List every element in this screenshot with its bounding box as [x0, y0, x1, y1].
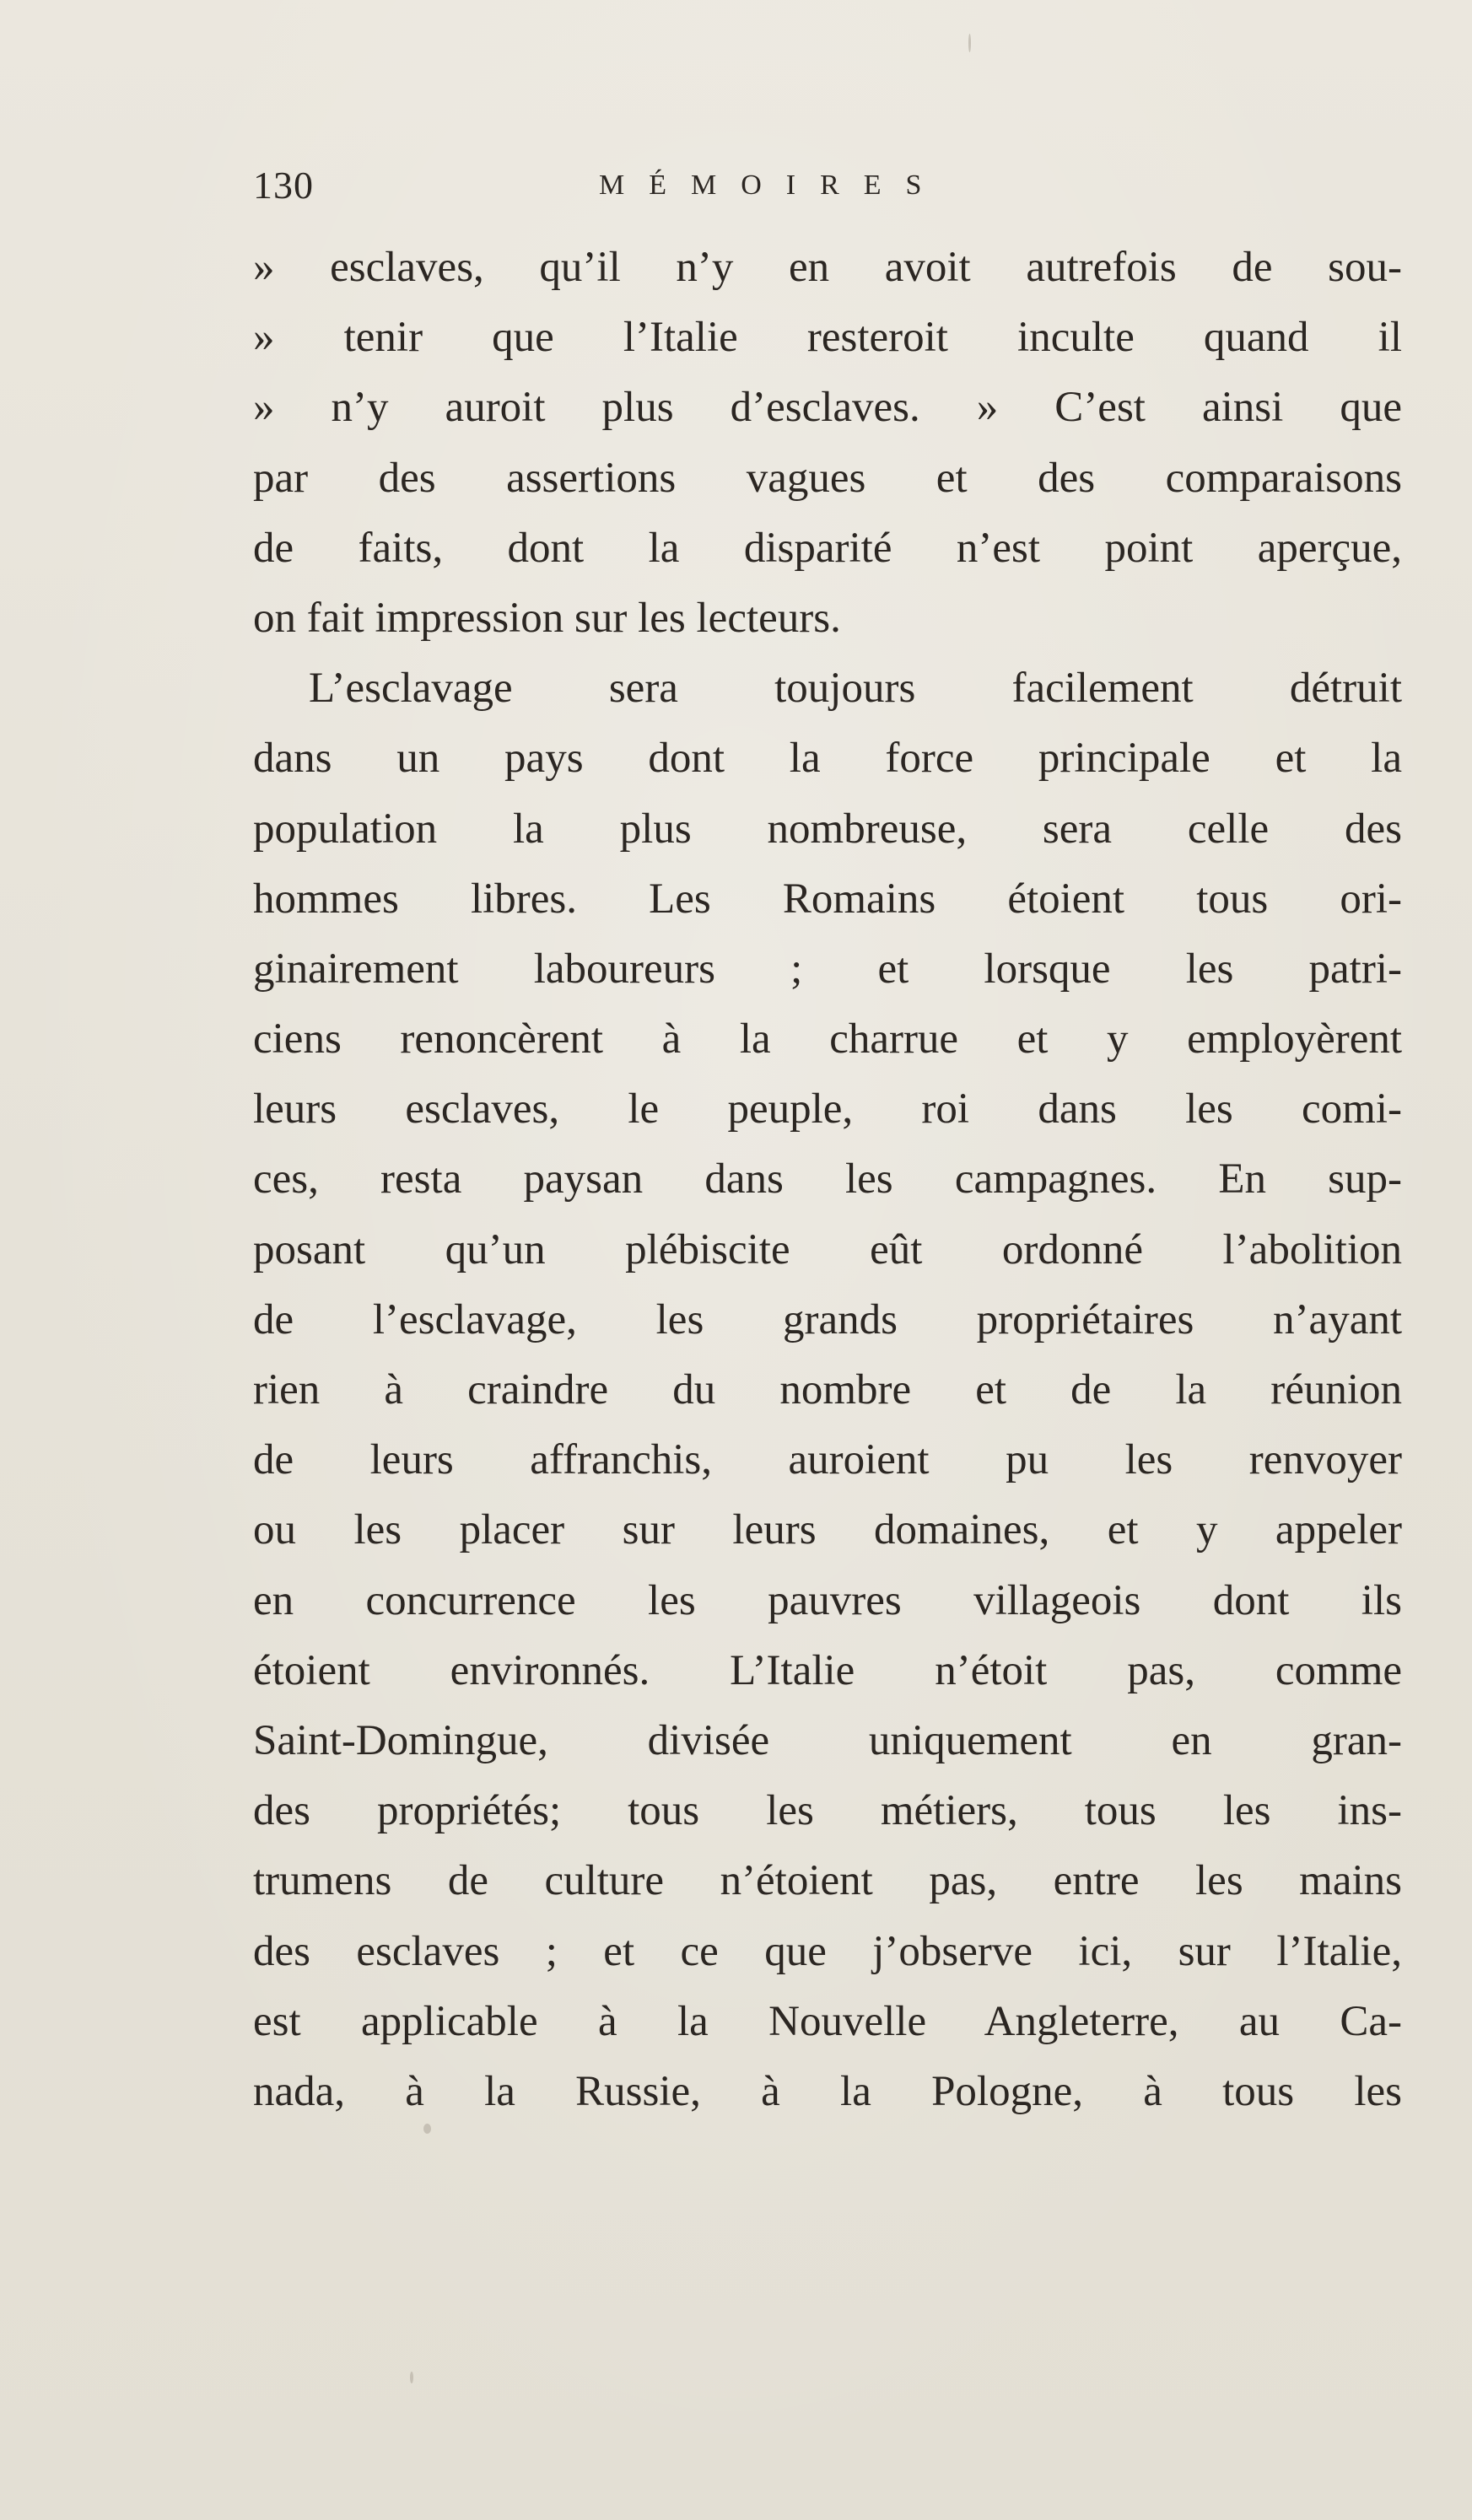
paper-speck [968, 34, 971, 52]
paper-speck [423, 2124, 431, 2134]
text-line: hommes libres. Les Romains étoient tous ori- [253, 875, 1402, 923]
text-line: en concurrence les pauvres villageois dont ils [253, 1576, 1402, 1624]
text-line: » esclaves, qu’il n’y en avoit autrefois de sou- [253, 244, 1402, 291]
text-line: des esclaves ; et ce que j’observe ici, sur l’Italie, [253, 1927, 1402, 1975]
text-line: L’esclavage sera toujours facilement détruit [309, 665, 1402, 713]
paragraph [253, 233, 1402, 654]
body-text [253, 233, 1402, 2127]
text-line: trumens de culture n’étoient pas, entre les mains [253, 1857, 1402, 1905]
page-header [253, 160, 1248, 211]
text-line: de leurs affranchis, auroient pu les renvoyer [253, 1436, 1402, 1484]
text-line: population la plus nombreuse, sera celle des [253, 805, 1402, 853]
text-line: ginairement laboureurs ; et lorsque les patri- [253, 945, 1402, 993]
text-line: » n’y auroit plus d’esclaves. » C’est ainsi que [253, 384, 1402, 432]
text-line: de faits, dont la disparité n’est point aperçue, [253, 524, 1402, 572]
text-line: dans un pays dont la force principale et la [253, 735, 1402, 783]
text-line: » tenir que l’Italie resteroit inculte quand il [253, 314, 1402, 362]
text-line: ciens renoncèrent à la charrue et y employèrent [253, 1015, 1402, 1063]
text-line: rien à craindre du nombre et de la réunion [253, 1366, 1402, 1413]
text-line: étoient environnés. L’Italie n’étoit pas, comme [253, 1646, 1402, 1694]
text-line: ces, resta paysan dans les campagnes. En sup- [253, 1155, 1402, 1203]
paper-speck [410, 2372, 413, 2383]
text-line: leurs esclaves, le peuple, roi dans les comi- [253, 1085, 1402, 1133]
text-line: est applicable à la Nouvelle Angleterre, au Ca- [253, 1997, 1402, 2045]
text-line: on fait impression sur les lecteurs. [253, 594, 841, 642]
page-number: 130 [253, 164, 314, 207]
running-head: MÉMOIRES [599, 170, 946, 201]
text-line: par des assertions vagues et des comparaisons [253, 454, 1402, 502]
text-line: de l’esclavage, les grands propriétaires n’ayant [253, 1295, 1402, 1343]
text-line: ou les placer sur leurs domaines, et y appeler [253, 1506, 1402, 1554]
text-line: Saint-Domingue, divisée uniquement en gran- [253, 1716, 1402, 1764]
paragraph [253, 654, 1402, 2127]
text-line: nada, à la Russie, à la Pologne, à tous les [253, 2067, 1402, 2115]
text-line: des propriétés; tous les métiers, tous les ins- [253, 1787, 1402, 1835]
text-line: posant qu’un plébiscite eût ordonné l’abolition [253, 1225, 1402, 1273]
